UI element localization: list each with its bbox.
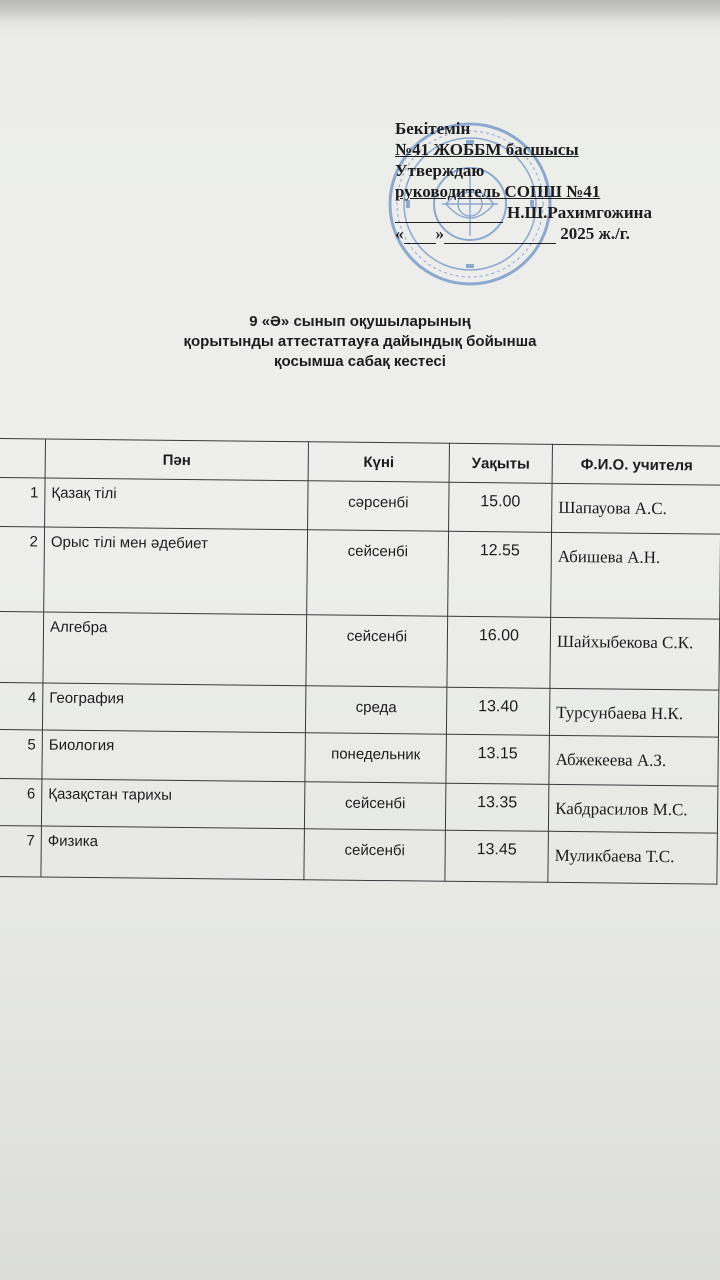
row-time: 13.40: [446, 687, 549, 735]
row-time: 13.35: [445, 783, 548, 831]
approval-date-row: [395, 223, 705, 244]
row-time: 13.45: [445, 830, 549, 882]
row-number: 5: [0, 729, 42, 779]
row-time: 12.55: [448, 531, 552, 617]
page-top-shadow: [0, 0, 720, 22]
table-row: [0, 825, 717, 884]
date-open-quote: «: [395, 224, 404, 243]
row-day: сейсенбі: [304, 829, 446, 881]
signature-line: [395, 208, 503, 223]
row-subject: География: [42, 683, 305, 733]
schedule-table: [0, 438, 720, 885]
table-row: [0, 729, 718, 786]
row-day: сейсенбі: [306, 615, 448, 687]
row-teacher: Шапауова А.С.: [552, 483, 720, 534]
row-day: сейсенбі: [304, 782, 445, 830]
row-teacher: Турсунбаева Н.К.: [549, 688, 718, 737]
approval-block: [395, 118, 705, 244]
approval-line-kz: Бекітемін: [395, 119, 471, 138]
row-subject: Биология: [42, 730, 305, 782]
header-day: Күні: [308, 442, 449, 482]
date-month-line: [444, 229, 556, 244]
table-row: [0, 611, 720, 690]
date-close-quote: »: [435, 224, 444, 243]
row-number: 4: [0, 682, 43, 730]
row-teacher: Шайхыбекова С.К.: [550, 617, 720, 690]
approval-signature-row: [395, 202, 705, 223]
row-teacher: Муликбаева Т.С.: [548, 831, 718, 884]
row-subject: Қазақстан тарихы: [41, 779, 304, 829]
document-title: [120, 312, 600, 372]
header-teacher: Ф.И.О. учителя: [552, 444, 720, 485]
row-day: понедельник: [305, 733, 447, 783]
date-year: 2025 ж./г.: [560, 224, 630, 243]
table-row: [0, 527, 720, 620]
row-number: 1: [0, 478, 45, 528]
row-time: 15.00: [449, 482, 553, 532]
row-subject: Алгебра: [43, 612, 307, 686]
row-subject: Физика: [41, 826, 305, 880]
row-teacher: Абишева А.Н.: [551, 532, 720, 619]
approval-position-ru: руководитель СОПШ №41: [395, 182, 601, 201]
row-day: среда: [305, 686, 446, 734]
header-subject: Пән: [45, 439, 308, 481]
row-day: сейсенбі: [307, 530, 449, 616]
row-subject: Қазақ тілі: [45, 478, 308, 530]
row-subject: Орыс тілі мен әдебиет: [44, 527, 308, 615]
title-line-2: қорытынды аттестаттауға дайындық бойынша: [183, 333, 537, 350]
table-row: [0, 682, 719, 737]
row-number: 2: [0, 527, 45, 613]
approval-line-ru: Утверждаю: [395, 161, 485, 180]
row-time: 16.00: [447, 616, 551, 688]
title-line-1: 9 «Ә» сынып оқушыларының: [249, 313, 471, 330]
table-row: [0, 478, 720, 535]
row-day: сәрсенбі: [308, 481, 450, 531]
header-number: [0, 439, 45, 479]
header-time: Уақыты: [449, 443, 552, 483]
table-row: [0, 778, 718, 833]
row-number: 6: [0, 778, 42, 826]
date-day-line: [404, 229, 436, 244]
approval-position-kz: №41 ЖОББМ басшысы: [395, 140, 579, 159]
row-teacher: Абжекеева А.З.: [549, 735, 719, 786]
row-number: 7: [0, 825, 41, 877]
row-number: [0, 611, 44, 683]
director-name: Н.Ш.Рахимгожина: [507, 203, 652, 222]
row-teacher: Кабдрасилов М.С.: [548, 784, 717, 833]
title-line-3: қосымша сабақ кестесі: [274, 353, 446, 370]
row-time: 13.15: [446, 734, 550, 784]
